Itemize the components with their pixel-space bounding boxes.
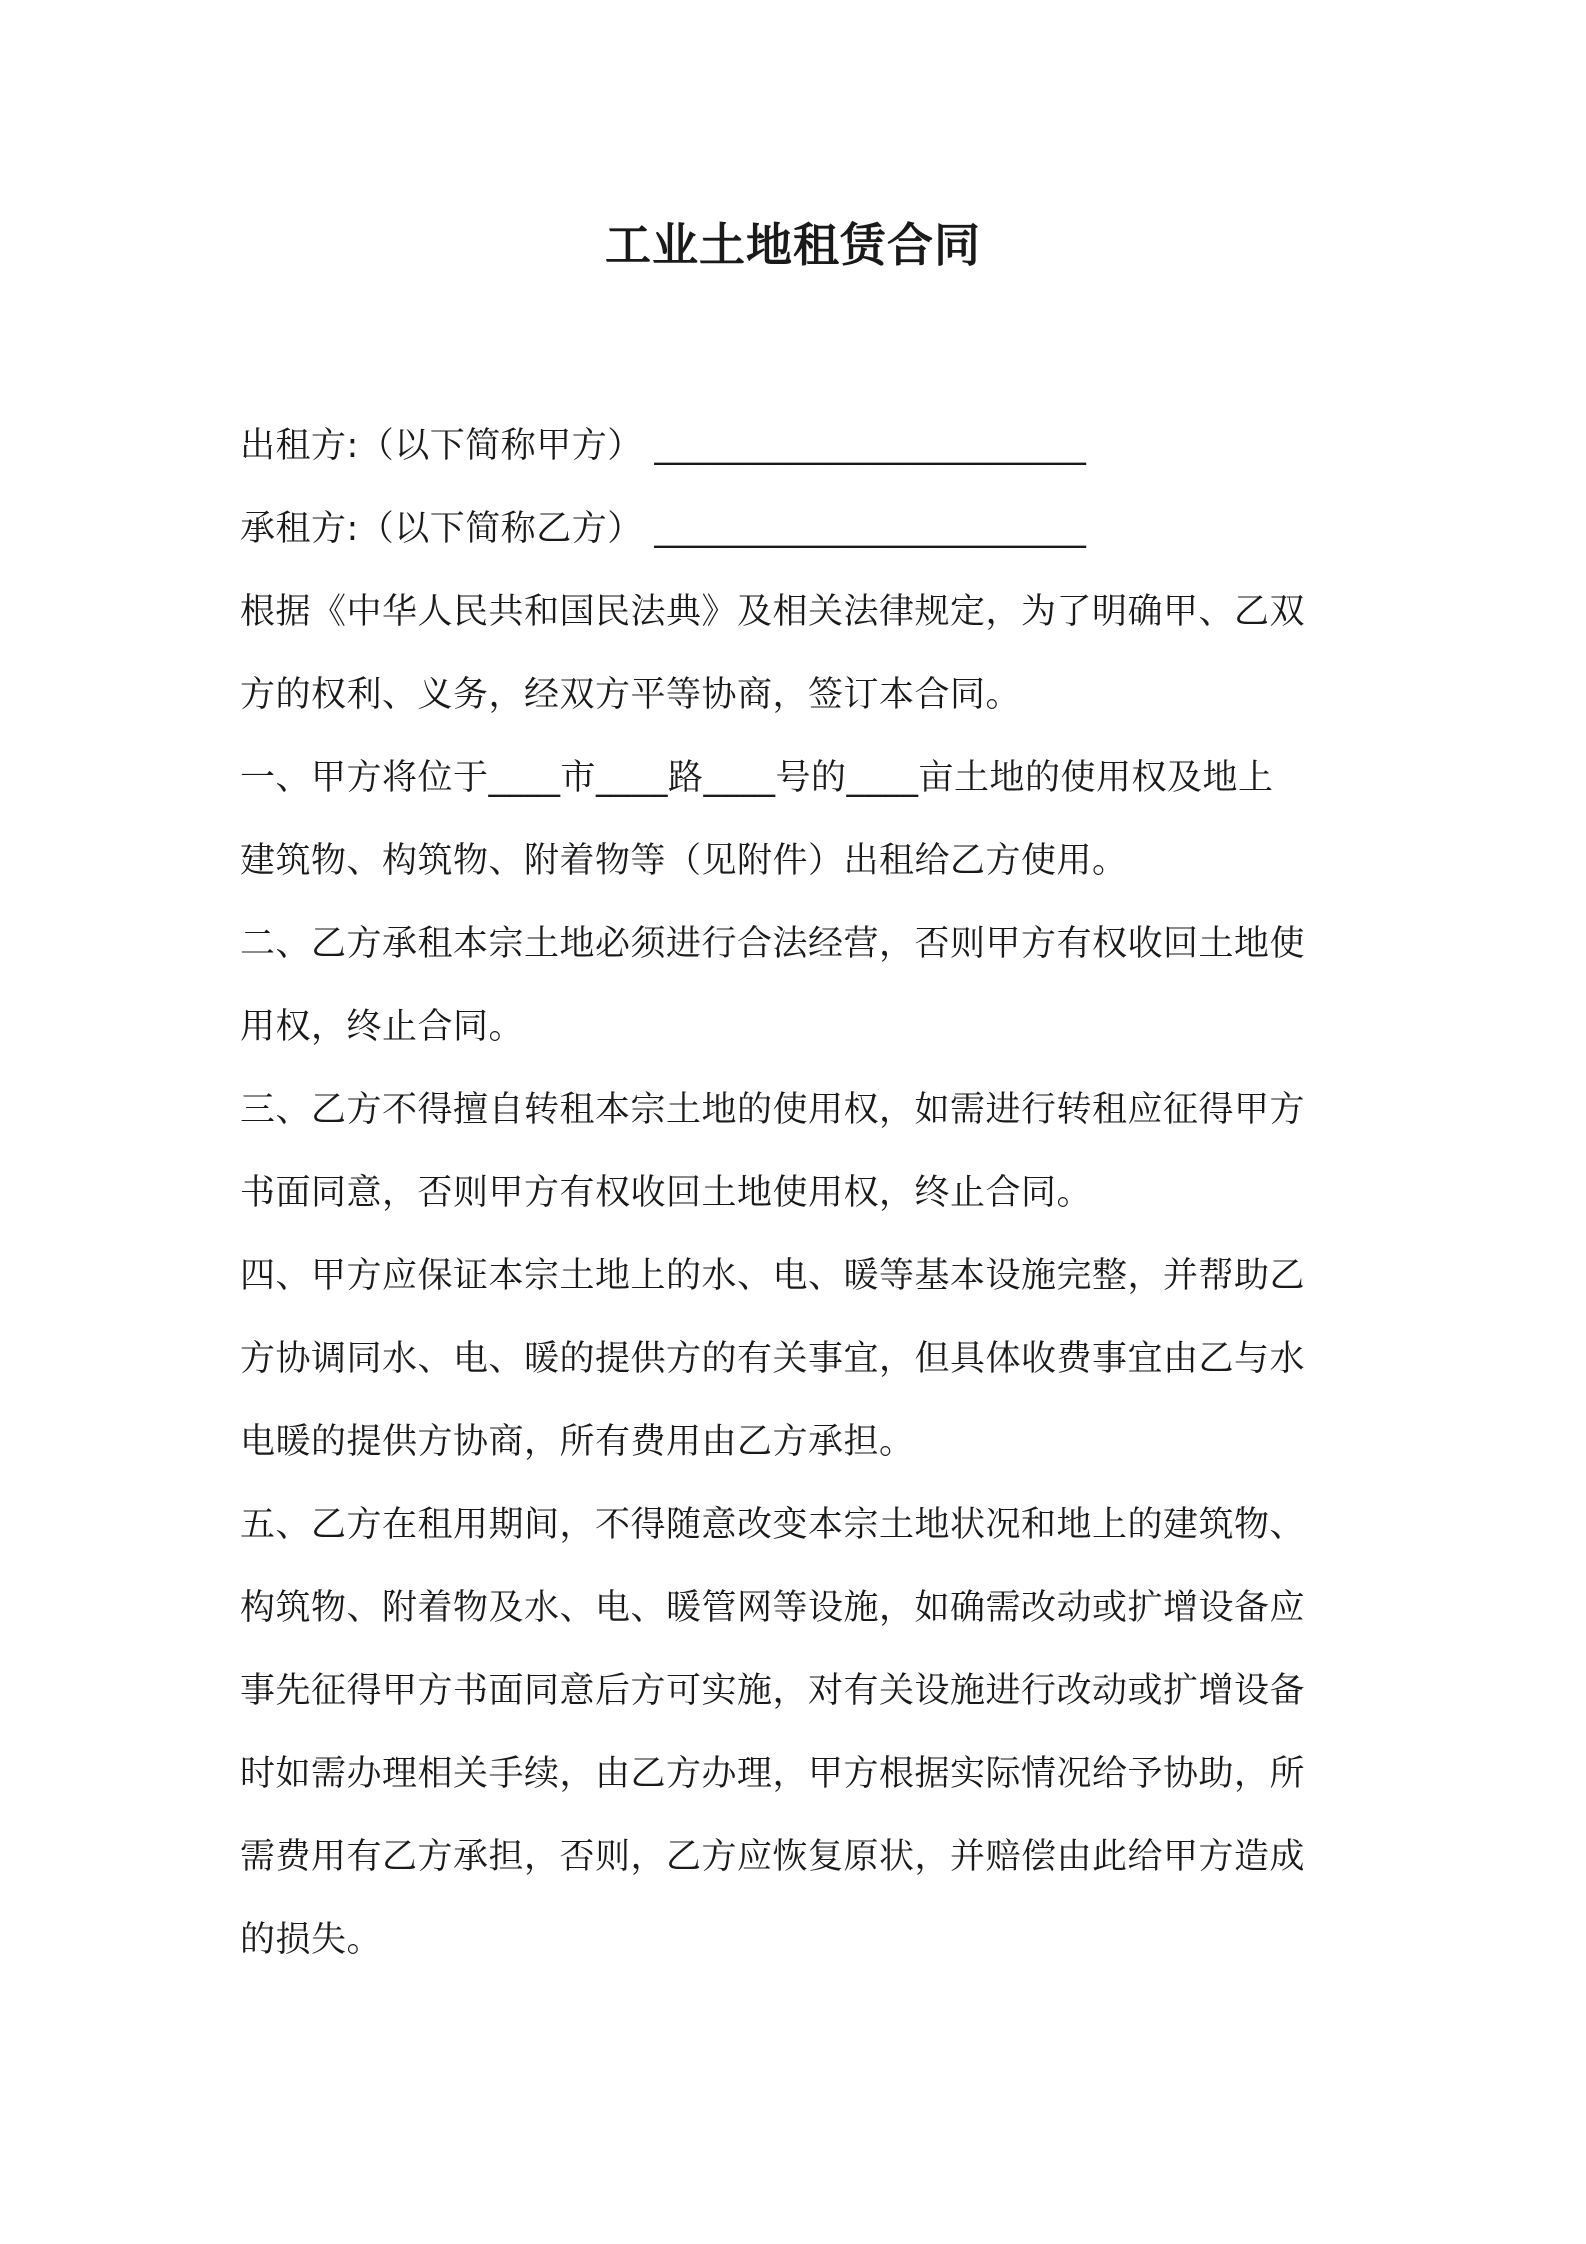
- clause-5-line: 构筑物、附着物及水、电、暖管网等设施，如确需改动或扩增设备应: [240, 1588, 1306, 1628]
- clause-5-line: 时如需办理相关手续，由乙方办理，甲方根据实际情况给予协助，所: [240, 1754, 1306, 1794]
- clause-4-line: 电暖的提供方协商，所有费用由乙方承担。: [240, 1422, 915, 1462]
- clause-4-line: 四、甲方应保证本宗土地上的水、电、暖等基本设施完整，并帮助乙: [240, 1256, 1306, 1296]
- document-title: 工业土地租赁合同: [605, 218, 981, 272]
- lessor-line: 出租方:（以下简称甲方） ________________________: [240, 426, 1087, 466]
- clause-5-line: 五、乙方在租用期间，不得随意改变本宗土地状况和地上的建筑物、: [240, 1505, 1306, 1545]
- clause-5-line: 需费用有乙方承担，否则，乙方应恢复原状，并赔偿由此给甲方造成: [240, 1837, 1306, 1877]
- clause-2-line: 二、乙方承租本宗土地必须进行合法经营，否则甲方有权收回土地使: [240, 924, 1306, 964]
- clause-1-line: 一、甲方将位于____市____路____号的____亩土地的使用权及地上: [240, 758, 1274, 798]
- clause-2-line: 用权，终止合同。: [240, 1007, 525, 1047]
- clause-5-line: 的损失。: [240, 1920, 383, 1960]
- clause-4-line: 方协调同水、电、暖的提供方的有关事宜，但具体收费事宜由乙与水: [240, 1339, 1306, 1379]
- preamble-line: 根据《中华人民共和国民法典》及相关法律规定，为了明确甲、乙双: [240, 592, 1306, 632]
- clause-5-line: 事先征得甲方书面同意后方可实施，对有关设施进行改动或扩增设备: [240, 1671, 1306, 1711]
- clause-1-line: 建筑物、构筑物、附着物等（见附件）出租给乙方使用。: [240, 841, 1128, 881]
- document-body: [240, 405, 1360, 1982]
- preamble-line: 方的权利、义务，经双方平等协商，签订本合同。: [240, 675, 1022, 715]
- clause-3-line: 三、乙方不得擅自转租本宗土地的使用权，如需进行转租应征得甲方: [240, 1090, 1306, 1130]
- clause-3-line: 书面同意，否则甲方有权收回土地使用权，终止合同。: [240, 1173, 1093, 1213]
- lessee-line: 承租方:（以下简称乙方） ________________________: [240, 509, 1087, 549]
